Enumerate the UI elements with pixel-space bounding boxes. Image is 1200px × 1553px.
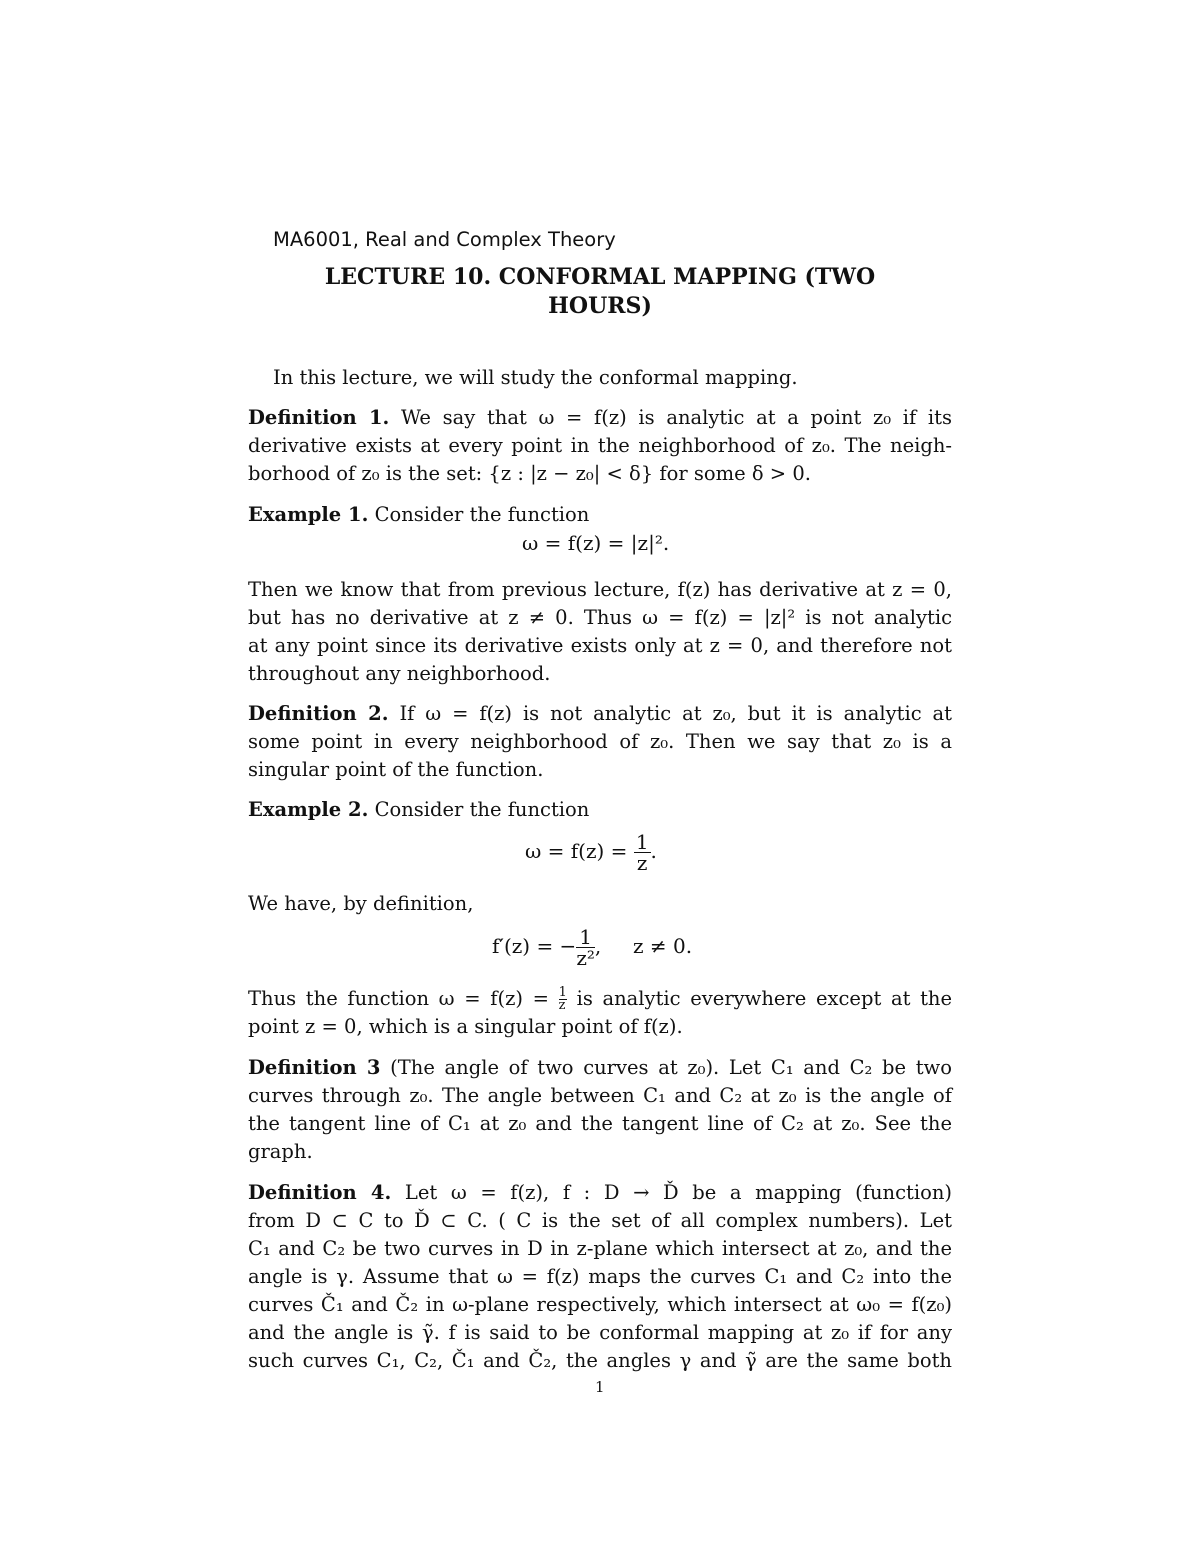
fraction-denominator: z <box>636 851 648 875</box>
definition-4-line: angle is γ. Assume that ω = f(z) maps the curves C₁ and C₂ into the <box>248 1265 952 1288</box>
definition-3-label: Definition 3 <box>248 1056 381 1079</box>
definition-4-label: Definition 4. <box>248 1181 392 1204</box>
fraction-one-over-z-squared <box>576 927 595 968</box>
fraction-numerator: 1 <box>576 927 595 948</box>
definition-4-line: curves Č₁ and Č₂ in ω-plane respectively, which intersect at ω₀ = f(z₀) <box>248 1293 952 1316</box>
example-1-label: Example 1. <box>248 503 369 526</box>
example-1-text: Consider the function <box>374 503 590 526</box>
fraction-denominator: z² <box>576 946 595 970</box>
page-number: 1 <box>595 1378 605 1396</box>
definition-4-line: such curves C₁, C₂, Č₁ and Č₂, the angles γ and γ̃ are the same both <box>248 1349 952 1372</box>
equation-modulus-squared: ω = f(z) = |z|². <box>522 531 670 555</box>
equation-derivative <box>492 927 692 968</box>
definition-3-line: curves through z₀. The angle between C₁ and C₂ at z₀ is the angle of <box>248 1084 952 1107</box>
definition-1 <box>248 404 952 488</box>
equation-derivative-left: f′(z) = − <box>492 934 577 958</box>
example-1-explanation <box>248 576 952 688</box>
equation-derivative-end: , z ≠ 0. <box>594 934 693 958</box>
title-line-1: LECTURE 10. CONFORMAL MAPPING (TWO <box>324 264 876 290</box>
example-2-thus-start: Thus the function ω = f(z) = <box>248 987 549 1010</box>
definition-2 <box>248 700 952 784</box>
fraction-denominator: z <box>558 998 566 1013</box>
definition-2-line: If ω = f(z) is not analytic at z₀, but it is analytic at <box>399 702 952 725</box>
intro-paragraph: In this lecture, we will study the conformal mapping. <box>273 366 798 389</box>
course-header: MA6001, Real and Complex Theory <box>273 228 616 251</box>
example-2-thus-end: is analytic everywhere except at the <box>576 987 953 1010</box>
equation-reciprocal-left: ω = f(z) = <box>525 839 628 863</box>
example-2-intro-derivative: We have, by definition, <box>248 892 474 915</box>
definition-4-line: and the angle is γ̃. f is said to be conformal mapping at z₀ if for any <box>248 1321 952 1344</box>
example-2-conclusion <box>248 985 952 1041</box>
definition-2-label: Definition 2. <box>248 702 389 725</box>
definition-2-line: some point in every neighborhood of z₀. Then we say that z₀ is a <box>248 730 952 753</box>
fraction-one-over-z <box>634 832 651 873</box>
example-1-line: throughout any neighborhood. <box>248 662 551 685</box>
definition-1-line: We say that ω = f(z) is analytic at a point z₀ if its <box>400 406 952 429</box>
definition-2-line: singular point of the function. <box>248 758 544 781</box>
example-2-text: Consider the function <box>374 798 590 821</box>
definition-1-line: borhood of z₀ is the set: {z : |z − z₀| < δ} for some δ > 0. <box>248 462 811 485</box>
example-2 <box>248 796 952 824</box>
definition-4-line: C₁ and C₂ be two curves in D in z-plane which intersect at z₀, and the <box>248 1237 952 1260</box>
definition-4 <box>248 1179 952 1375</box>
example-1-line: Then we know that from previous lecture, f(z) has derivative at z = 0, <box>248 578 952 601</box>
equation-reciprocal-end: . <box>650 839 657 863</box>
equation-reciprocal <box>525 832 657 873</box>
definition-1-line: derivative exists at every point in the neighborhood of z₀. The neigh- <box>248 434 952 457</box>
fraction-numerator: 1 <box>558 985 567 1000</box>
example-2-label: Example 2. <box>248 798 369 821</box>
example-2-line: point z = 0, which is a singular point of f(z). <box>248 1015 683 1038</box>
definition-4-line: Let ω = f(z), f : D → Ď be a mapping (function) <box>404 1181 952 1204</box>
example-1 <box>248 501 952 529</box>
definition-3-line: (The angle of two curves at z₀). Let C₁ and C₂ be two <box>390 1056 952 1079</box>
definition-3-line: graph. <box>248 1140 313 1163</box>
lecture-title <box>248 263 952 321</box>
definition-3 <box>248 1054 952 1166</box>
inline-fraction <box>559 987 567 1012</box>
definition-3-line: the tangent line of C₁ at z₀ and the tangent line of C₂ at z₀. See the <box>248 1112 952 1135</box>
example-1-line: but has no derivative at z ≠ 0. Thus ω = f(z) = |z|² is not analytic <box>248 606 952 629</box>
title-line-2: HOURS) <box>548 293 652 319</box>
example-1-line: at any point since its derivative exists only at z = 0, and therefore not <box>248 634 952 657</box>
definition-1-label: Definition 1. <box>248 406 390 429</box>
fraction-numerator: 1 <box>635 830 649 854</box>
definition-4-line: from D ⊂ C to Ď ⊂ C. ( C is the set of all complex numbers). Let <box>248 1209 952 1232</box>
